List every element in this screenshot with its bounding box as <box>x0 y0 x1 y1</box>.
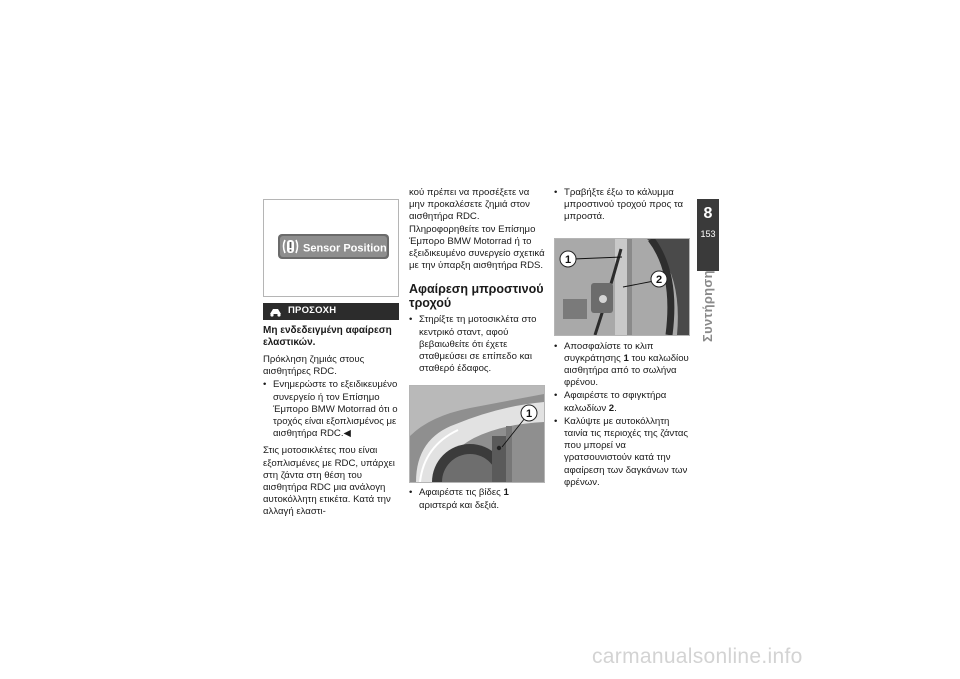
section-heading: Αφαίρεση μπροστινού τροχού <box>409 282 544 311</box>
chapter-tab <box>697 199 719 271</box>
step-ref-number: 1 <box>503 487 509 499</box>
step-text-post: αριστερά και δεξιά. <box>419 499 500 511</box>
step-ref-number: 1 <box>623 352 629 364</box>
front-wheel-illustration <box>410 386 544 482</box>
rdc-paragraph: Στις μοτοσικλέτες που είναι εξοπλισμένες με RDC, υπάρχει στη ζάντα στη θέση του αισθητήρα RDC μια ανάλογη αυτοκόλλητη ετικέτα. Κατά την αλλαγή ελαστι- <box>263 445 395 518</box>
warning-label: ΠΡΟΣΟΧΗ <box>288 305 337 317</box>
sensor-position-figure <box>263 199 399 297</box>
sensor-display-illustration <box>264 200 398 296</box>
screen-text: Sensor Position <box>303 242 387 255</box>
step-release-clip <box>554 341 690 390</box>
brake-line-figure <box>554 238 690 336</box>
figure-label-2: 2 <box>655 273 663 286</box>
chapter-number: 8 <box>703 205 713 222</box>
chapter-title: Συντήρηση <box>700 270 715 342</box>
column-3 <box>554 187 690 494</box>
step-cover-rim: • Καλύψτε με αυτοκόλλητη ταινία τις περιοχές της ζάντας που μπορεί να γρατσουνιστούν κατά την αφαίρεση των δαγκάνων των φρένων. <box>554 416 690 489</box>
step-remove-screws <box>409 487 545 511</box>
warning-bullet: • Ενημερώστε το εξειδικευμένο συνεργείο ή τον Επίσημο Έμπορο BMW Motorrad ότι ο τροχός είναι εξοπλισμένος με αισθητήρα RDC.◀ <box>263 379 399 440</box>
step-text-post: του καλωδίου αισθητήρα από το σωλήνα φρένου. <box>564 352 689 389</box>
step-center-stand: • Στηρίξτε τη μοτοσικλέτα στο κεντρικό σταντ, αφού βεβαιωθείτε ότι έχετε σταθμεύσει σε επίπεδο και σταθερό έδαφος. <box>409 314 545 375</box>
figure-label-1: 1 <box>564 253 572 266</box>
mudguard-figure <box>409 385 545 483</box>
rdc-paragraph-continued: κού πρέπει να προσέξετε να μην προκαλέσετε ζημιά στον αισθητήρα RDC. Πληροφορηθείτε τον Επίσημο Έμπορο BMW Motorrad ή το εξειδικευμένο συνεργείο σχετικά με την ύπαρξη αισθητήρα RDS. <box>409 187 545 272</box>
step-text-pre: Αφαιρέστε τις βίδες <box>419 487 504 499</box>
warning-bar <box>263 303 399 320</box>
warning-text: Πρόκληση ζημιάς στους αισθητήρες RDC. <box>263 354 365 378</box>
step-ref-number: 2 <box>608 402 615 414</box>
brake-caliper-illustration <box>555 239 689 335</box>
step-text-pre: Αφαιρέστε το σφιγκτήρα καλωδίων <box>564 390 667 414</box>
step-text-post: . <box>614 402 617 414</box>
warning-list <box>263 379 399 440</box>
watermark: carmanualsonline.info <box>592 645 803 668</box>
column-2 <box>409 187 545 517</box>
step-list-2 <box>409 487 545 511</box>
page-number: 153 <box>700 229 716 239</box>
step-list-3 <box>554 187 690 224</box>
step-text-pre: Αποσφαλίστε το κλιπ συγκράτησης <box>564 340 654 364</box>
motorcycle-warning-icon <box>269 306 282 317</box>
step-pull-cover: • Τραβήξτε έξω το κάλυμμα μπροστινού τροχού προς τα μπροστά. <box>554 187 690 224</box>
step-list-4 <box>554 341 690 489</box>
column-1 <box>263 199 399 524</box>
step-remove-cable-tie <box>554 390 690 414</box>
warning-title: Μη ενδεδειγμένη αφαίρεση ελαστικών. <box>263 325 392 348</box>
figure-label-1: 1 <box>525 408 533 421</box>
step-list-1 <box>409 314 545 375</box>
